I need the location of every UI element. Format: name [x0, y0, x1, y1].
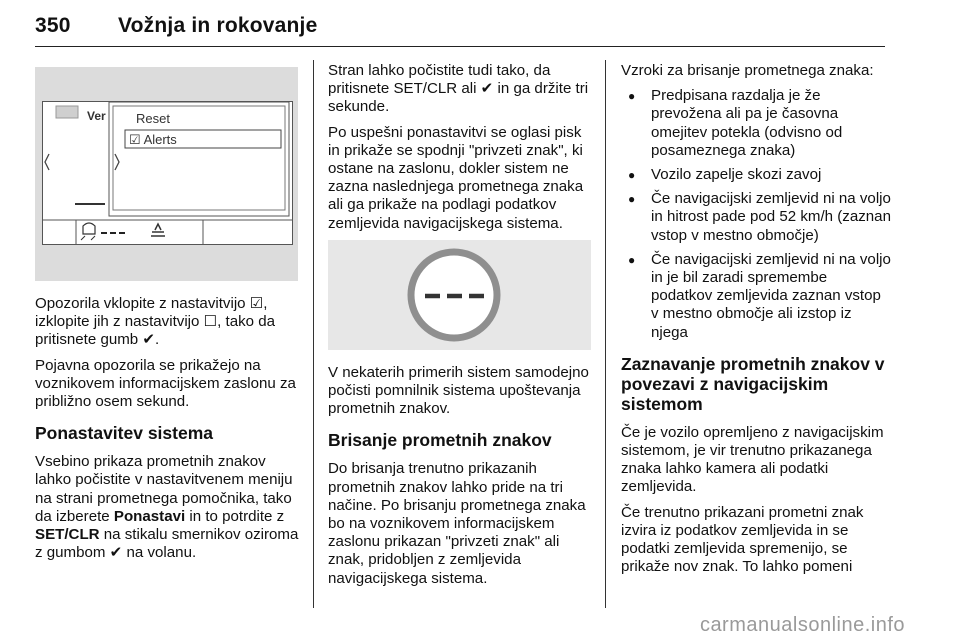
text-span: in to potrdite z: [185, 507, 285, 525]
section-heading: Brisanje prometnih znakov: [328, 430, 552, 451]
chapter-title: Vožnja in rokovanje: [118, 14, 318, 37]
paragraph: Vzroki za brisanje prometnega znaka:: [621, 62, 874, 79]
paragraph: Opozorila vklopite z nastavitvijo ☑, izklopite jih z nastavitvijo ☐, tako da pritisnete gumb ✔.: [35, 295, 276, 349]
column-2: [328, 62, 594, 595]
alerts-label: Alerts: [143, 132, 177, 147]
alerts-menu-item[interactable]: [129, 131, 177, 149]
page-number: 350: [35, 14, 71, 37]
section-heading: Ponastavitev sistema: [35, 423, 214, 444]
text-span: Vsebino prikaza prometnih znakov lahko počistite v nastavitvenem meniju na strani prometnega pomočnika, tako da izberete: [35, 453, 293, 525]
paragraph: Stran lahko počistite tudi tako, da pritisnete SET/CLR ali ✔ in ga držite tri sekunde.: [328, 62, 589, 116]
page-header: [35, 14, 317, 38]
reset-menu-item[interactable]: Reset: [136, 111, 170, 126]
paragraph: Če je vozilo opremljeno z navigacijskim sistemom, je vir trenutno prikazanega znaka lahko kamera ali podatki zemljevida.: [621, 423, 884, 496]
bold-term: SET/CLR: [35, 526, 100, 544]
paragraph: Do brisanja trenutno prikazanih prometnih znakov lahko pride na tri načine. Po brisanju prometnega znaka bo na voznikovem informacijskem zaslonu prikazan "privzeti znak" ali znak, pridobljen z zemljevida navigacijskega sistema.: [328, 460, 586, 587]
paragraph: V nekaterih primerih sistem samodejno počisti pomnilnik sistema upoštevanja prometnih znakov.: [328, 363, 589, 418]
column-divider-2: [605, 60, 606, 608]
list-item: ● Če navigacijski zemljevid ni na voljo in je bil zaradi spremembe podatkov zemljevida zaznan vstop v mestno območje ali izstop iz njega: [621, 251, 891, 342]
watermark: carmanualsonline.info: [699, 614, 905, 636]
paragraph: [35, 453, 300, 562]
paragraph: Če trenutno prikazani prometni znak izvira iz podatkov zemljevida in se podatki zemljevida spremenijo, se prikaže nov znak. To lahko pomeni: [621, 503, 864, 576]
text-span: na stikalu smernikov oziroma z gumbom ✔ na volanu.: [35, 526, 299, 562]
default-traffic-sign-icon: [328, 240, 591, 350]
settings-screen-figure: [35, 67, 298, 281]
default-sign-figure: [328, 240, 591, 350]
tab-label: Ver: [87, 109, 106, 123]
checkbox-icon: ☑: [129, 132, 141, 147]
bold-term: Ponastavi: [113, 507, 186, 525]
paragraph: Pojavna opozorila se prikažejo na voznikovem informacijskem zaslonu za približno osem sekund.: [35, 356, 296, 411]
list-item: ● Če navigacijski zemljevid ni na voljo in hitrost pade pod 52 km/h (zaznan vstop v mestno območje): [621, 190, 891, 245]
display-screen: [42, 101, 293, 245]
list-item: ● Predpisana razdalja je že prevožena ali pa je časovna omejitev potekla (odvisno od posameznega znaka): [621, 87, 891, 160]
header-rule: [35, 46, 885, 47]
section-heading: Zaznavanje prometnih znakov v povezavi z navigacijskim sistemom: [621, 353, 885, 414]
bullet-list: [621, 87, 891, 342]
paragraph: Po uspešni ponastavitvi se oglasi pisk in prikaže se spodnji "privzeti znak", ki ostane na zaslonu, dokler sistem ne zazna naslednjega prometnega znaka ali ga prikaže na podlagi podatkov zemljevida navigacijskega sistema.: [328, 123, 584, 232]
column-divider-1: [313, 60, 314, 608]
column-1: [35, 62, 300, 569]
list-item: ● Vozilo zapelje skozi zavoj: [621, 166, 891, 184]
column-3: [621, 62, 891, 583]
